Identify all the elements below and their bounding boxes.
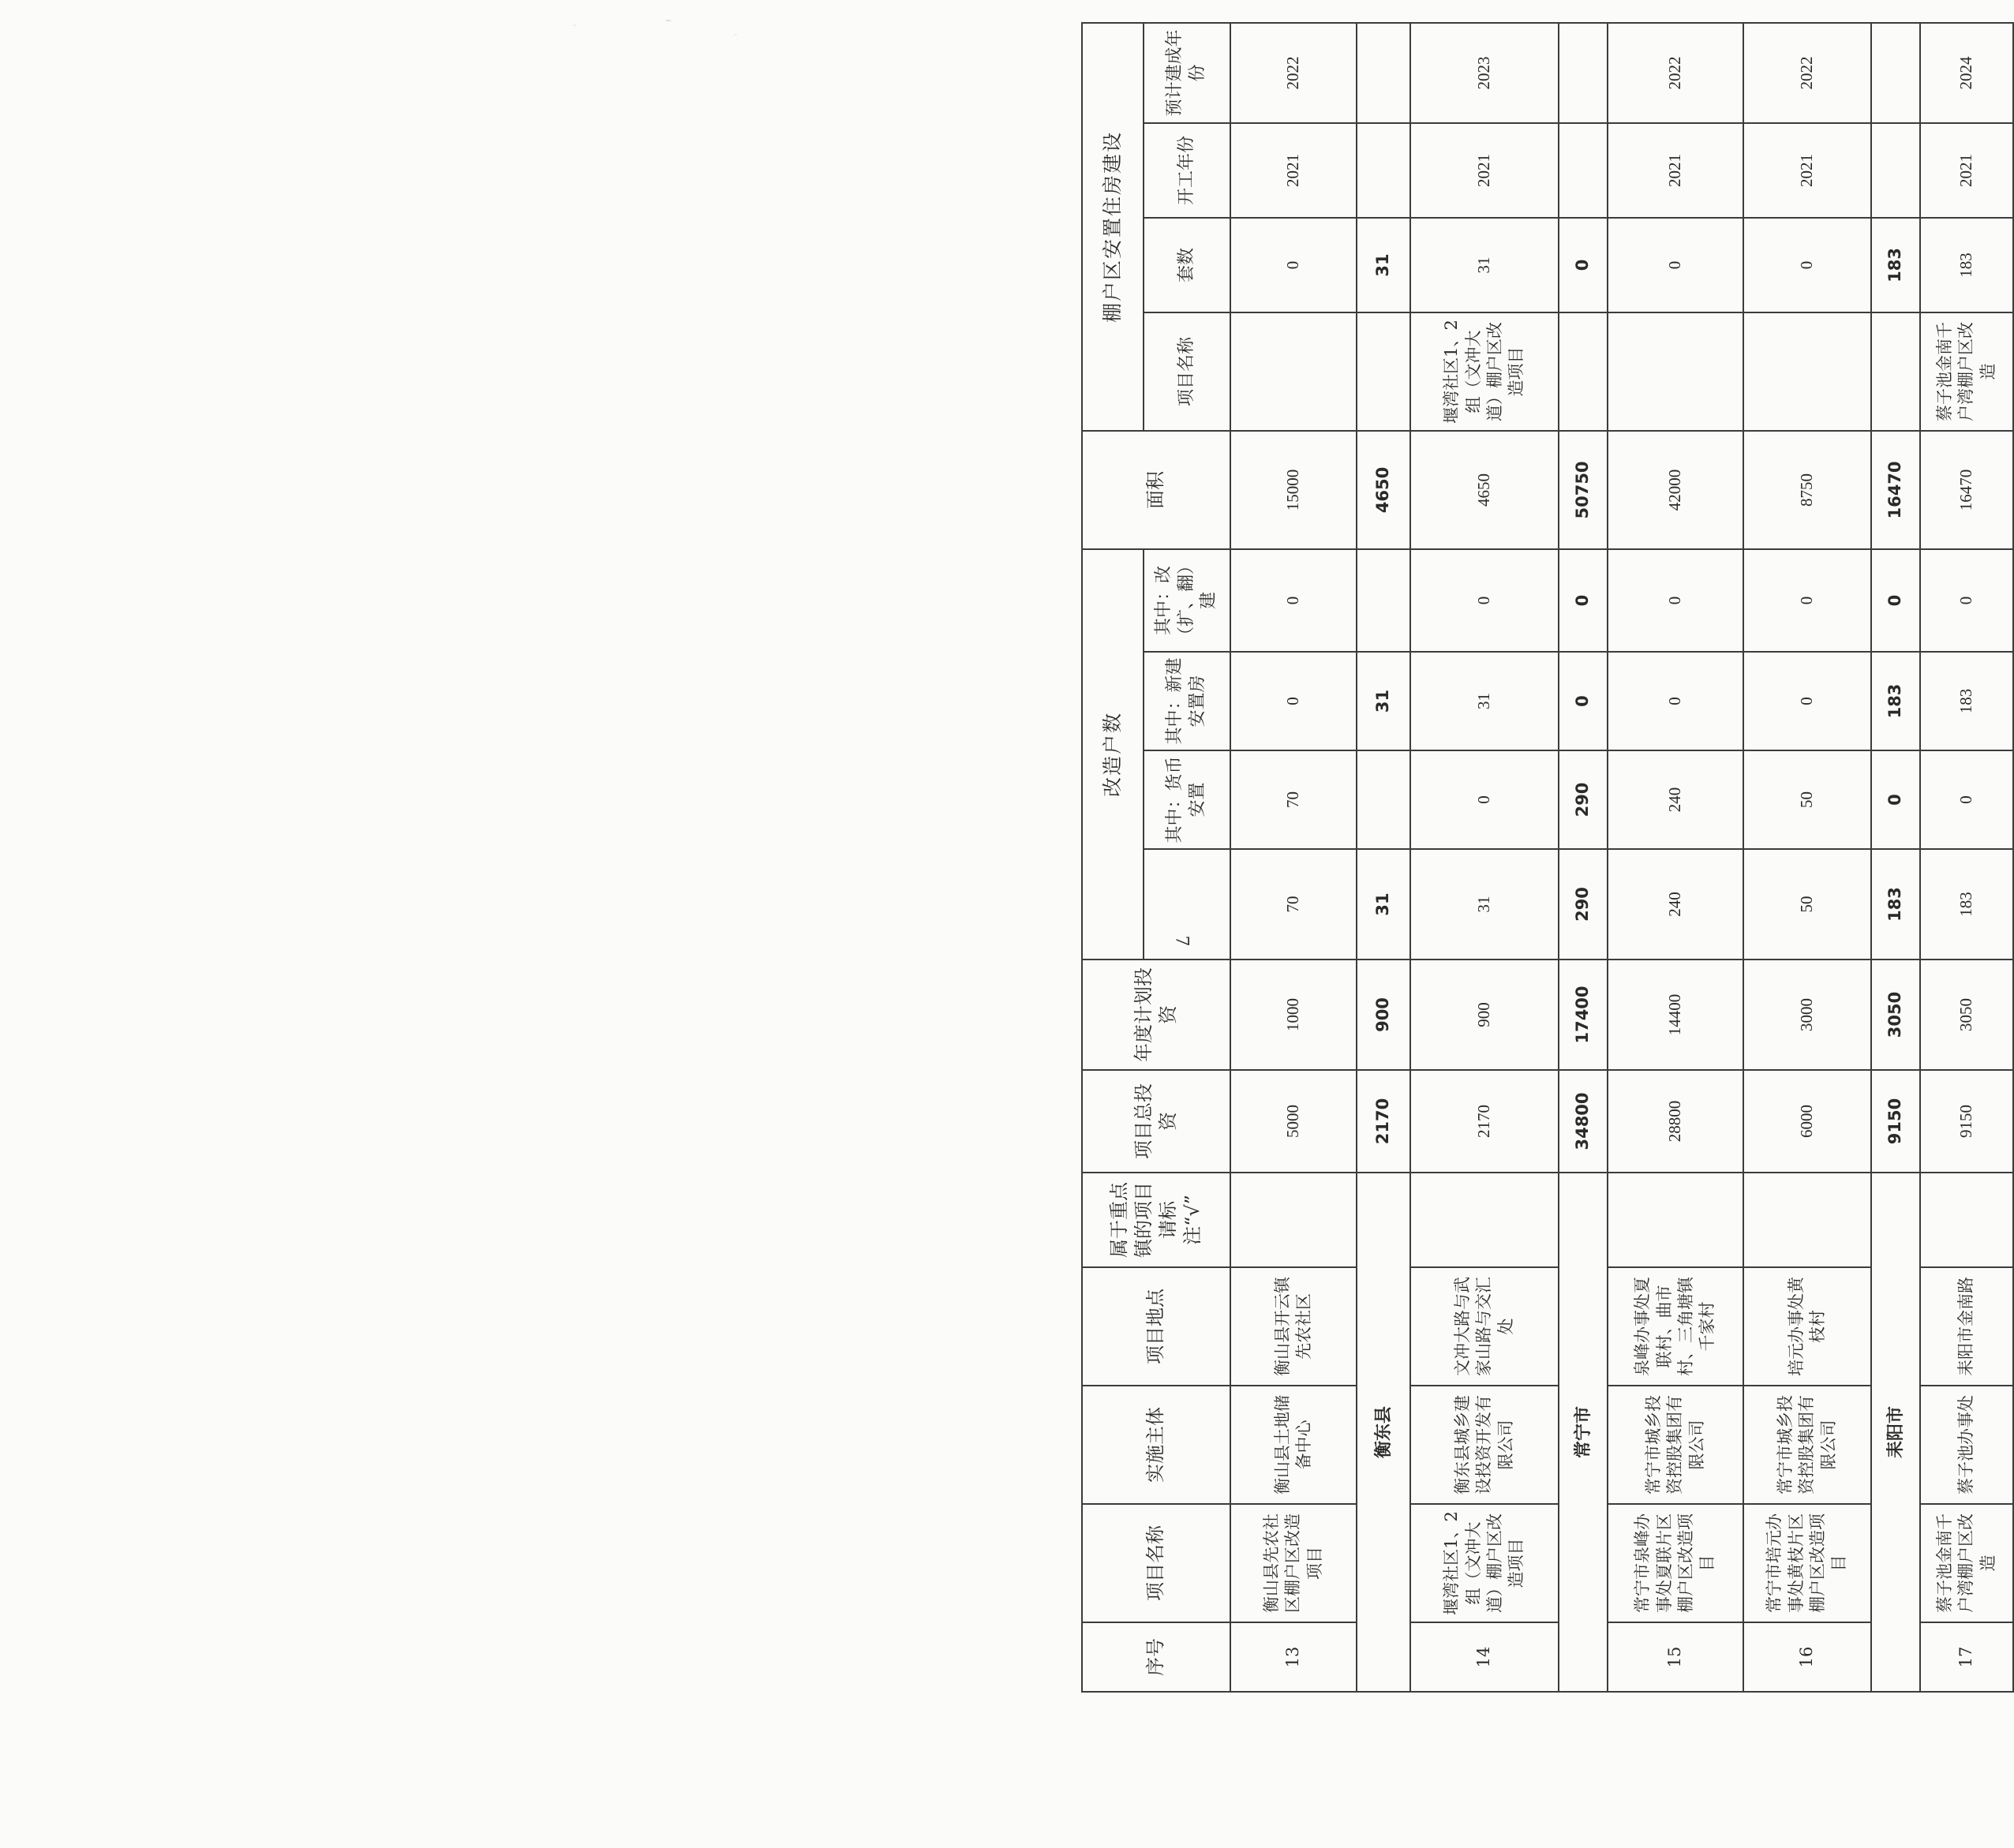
table-row — [1410, 23, 1559, 1692]
cell-key-town — [1920, 1173, 2013, 1267]
cell-start-year — [1559, 123, 1608, 218]
cell-households: 31 — [1357, 849, 1410, 960]
cell-implementer: 衡东县城乡建设投资开发有限公司 — [1410, 1386, 1559, 1504]
cell-res-project-name — [1871, 312, 1920, 431]
cell-implementer: 蔡子池办事处 — [1920, 1386, 2013, 1504]
cell-area: 4650 — [1357, 431, 1410, 549]
cell-project-name: 衡山县先农社区棚户区改造项目 — [1230, 1504, 1357, 1622]
cell-completion-year: 2022 — [1743, 23, 1871, 123]
cell-location: 衡山县开云镇先农社区 — [1230, 1267, 1357, 1386]
cell-households: 183 — [1920, 849, 2013, 960]
cell-total-investment: 5000 — [1230, 1070, 1357, 1173]
cell-currency: 0 — [1871, 750, 1920, 849]
cell-annual-investment: 3050 — [1920, 960, 2013, 1070]
cell-households: 50 — [1743, 849, 1871, 960]
scan-artifact — [521, 6, 789, 54]
header-annual-investment: 年度计划投资 — [1082, 960, 1230, 1070]
header-seq: 序号 — [1082, 1622, 1230, 1692]
cell-key-town — [1410, 1173, 1559, 1267]
cell-households: 240 — [1608, 849, 1743, 960]
cell-res-project-name: 蔡子池金南千户湾棚户区改造 — [1920, 312, 2013, 431]
cell-households: 183 — [1871, 849, 1920, 960]
county-label: 耒阳市 — [1871, 1173, 1920, 1692]
cell-area: 16470 — [1920, 431, 2013, 549]
header-units: 套数 — [1144, 218, 1230, 312]
header-rebuild: 其中：改（扩、翻）建 — [1144, 549, 1230, 652]
header-project-name: 项目名称 — [1082, 1504, 1230, 1622]
cell-seq: 15 — [1608, 1622, 1743, 1692]
cell-area: 42000 — [1608, 431, 1743, 549]
cell-new-build: 0 — [1230, 652, 1357, 750]
cell-total-investment: 6000 — [1743, 1070, 1871, 1173]
county-subtotal-row — [1357, 23, 1410, 1692]
cell-units: 0 — [1230, 218, 1357, 312]
table-row — [1743, 23, 1871, 1692]
cell-key-town — [1743, 1173, 1871, 1267]
cell-new-build: 183 — [1920, 652, 2013, 750]
header-currency: 其中：货币安置 — [1144, 750, 1230, 849]
table-row — [1608, 23, 1743, 1692]
cell-units: 0 — [1608, 218, 1743, 312]
cell-total-investment: 9150 — [1920, 1070, 2013, 1173]
cell-res-project-name — [1559, 312, 1608, 431]
cell-start-year — [1871, 123, 1920, 218]
cell-rebuild: 0 — [1608, 549, 1743, 652]
cell-start-year: 2021 — [1410, 123, 1559, 218]
header-resettlement-group: 棚户区安置住房建设 — [1082, 23, 1144, 431]
cell-project-name: 常宁市泉峰办事处夏联片区棚户区改造项目 — [1608, 1504, 1743, 1622]
header-location: 项目地点 — [1082, 1267, 1230, 1386]
cell-annual-investment: 900 — [1410, 960, 1559, 1070]
cell-area: 4650 — [1410, 431, 1559, 549]
header-area: 面积 — [1082, 431, 1230, 549]
header-key-town: 属于重点镇的项目请标注“√” — [1082, 1173, 1230, 1267]
cell-seq: 13 — [1230, 1622, 1357, 1692]
cell-total-investment: 2170 — [1357, 1070, 1410, 1173]
cell-area: 8750 — [1743, 431, 1871, 549]
cell-units: 31 — [1410, 218, 1559, 312]
cell-location: 泉峰办事处夏联村、曲市村、三角塘镇千家村 — [1608, 1267, 1743, 1386]
cell-project-name: 常宁市培元办事处黄枝片区棚户区改造项目 — [1743, 1504, 1871, 1622]
cell-rebuild: 0 — [1410, 549, 1559, 652]
cell-location: 耒阳市金南路 — [1920, 1267, 2013, 1386]
cell-total-investment: 9150 — [1871, 1070, 1920, 1173]
cell-completion-year: 2022 — [1608, 23, 1743, 123]
cell-completion-year — [1871, 23, 1920, 123]
header-implementer: 实施主体 — [1082, 1386, 1230, 1504]
cell-annual-investment: 3000 — [1743, 960, 1871, 1070]
cell-location: 文冲大路与武家山路与交汇处 — [1410, 1267, 1559, 1386]
cell-start-year: 2021 — [1230, 123, 1357, 218]
cell-implementer: 衡山县土地储备中心 — [1230, 1386, 1357, 1504]
cell-implementer: 常宁市城乡投资控股集团有限公司 — [1743, 1386, 1871, 1504]
cell-annual-investment: 17400 — [1559, 960, 1608, 1070]
cell-units: 183 — [1871, 218, 1920, 312]
cell-new-build: 0 — [1743, 652, 1871, 750]
cell-currency: 50 — [1743, 750, 1871, 849]
header-completion-year: 预计建成年份 — [1144, 23, 1230, 123]
cell-annual-investment: 14400 — [1608, 960, 1743, 1070]
cell-new-build: 0 — [1559, 652, 1608, 750]
header-res-project-name: 项目名称 — [1144, 312, 1230, 431]
header-total-investment: 项目总投资 — [1082, 1070, 1230, 1173]
cell-annual-investment: 900 — [1357, 960, 1410, 1070]
cell-completion-year: 2022 — [1230, 23, 1357, 123]
cell-annual-investment: 3050 — [1871, 960, 1920, 1070]
cell-area: 16470 — [1871, 431, 1920, 549]
header-start-year: 开工年份 — [1144, 123, 1230, 218]
cell-units: 0 — [1559, 218, 1608, 312]
cell-res-project-name — [1743, 312, 1871, 431]
cell-project-name: 蔡子池金南千户湾棚户区改造 — [1920, 1504, 2013, 1622]
cell-households: 290 — [1559, 849, 1608, 960]
cell-start-year: 2021 — [1920, 123, 2013, 218]
cell-total-investment: 28800 — [1608, 1070, 1743, 1173]
cell-currency: 290 — [1559, 750, 1608, 849]
cell-completion-year — [1357, 23, 1410, 123]
county-label: 衡东县 — [1357, 1173, 1410, 1692]
cell-units: 0 — [1743, 218, 1871, 312]
header-renovation-households: 改造户数 — [1082, 549, 1144, 960]
cell-start-year: 2021 — [1608, 123, 1743, 218]
cell-rebuild: 0 — [1920, 549, 2013, 652]
cell-rebuild — [1357, 549, 1410, 652]
county-label: 常宁市 — [1559, 1173, 1608, 1692]
cell-key-town — [1608, 1173, 1743, 1267]
cell-res-project-name — [1608, 312, 1743, 431]
cell-annual-investment: 1000 — [1230, 960, 1357, 1070]
cell-res-project-name — [1230, 312, 1357, 431]
cell-implementer: 常宁市城乡投资控股集团有限公司 — [1608, 1386, 1743, 1504]
county-subtotal-row — [1871, 23, 1920, 1692]
cell-start-year: 2021 — [1743, 123, 1871, 218]
cell-units: 31 — [1357, 218, 1410, 312]
cell-households: 70 — [1230, 849, 1357, 960]
rotated-table-wrapper — [1081, 29, 2012, 1693]
table-row — [1230, 23, 1357, 1692]
cell-households: 31 — [1410, 849, 1559, 960]
cell-completion-year: 2024 — [1920, 23, 2013, 123]
cell-completion-year — [1559, 23, 1608, 123]
header-new-build: 其中：新建安置房 — [1144, 652, 1230, 750]
cell-res-project-name: 堰湾社区1、2组（文冲大道）棚户区改造项目 — [1410, 312, 1559, 431]
cell-location: 培元办事处黄枝村 — [1743, 1267, 1871, 1386]
cell-rebuild: 0 — [1230, 549, 1357, 652]
page-number: 7 — [1171, 935, 1192, 947]
cell-total-investment: 34800 — [1559, 1070, 1608, 1173]
cell-rebuild: 0 — [1559, 549, 1608, 652]
shantytown-renovation-table — [1081, 22, 2014, 1693]
cell-new-build: 0 — [1608, 652, 1743, 750]
cell-start-year — [1357, 123, 1410, 218]
cell-rebuild: 0 — [1871, 549, 1920, 652]
cell-currency: 0 — [1410, 750, 1559, 849]
cell-new-build: 31 — [1410, 652, 1559, 750]
cell-seq: 14 — [1410, 1622, 1559, 1692]
cell-new-build: 31 — [1357, 652, 1410, 750]
cell-rebuild: 0 — [1743, 549, 1871, 652]
cell-units: 183 — [1920, 218, 2013, 312]
cell-total-investment: 2170 — [1410, 1070, 1559, 1173]
cell-area: 50750 — [1559, 431, 1608, 549]
cell-key-town — [1230, 1173, 1357, 1267]
cell-area: 15000 — [1230, 431, 1357, 549]
cell-currency: 70 — [1230, 750, 1357, 849]
cell-seq: 16 — [1743, 1622, 1871, 1692]
header-row-1 — [1082, 23, 1144, 1692]
cell-completion-year: 2023 — [1410, 23, 1559, 123]
cell-res-project-name — [1357, 312, 1410, 431]
table-row — [1920, 23, 2013, 1692]
cell-project-name: 堰湾社区1、2组（文冲大道）棚户区改造项目 — [1410, 1504, 1559, 1622]
county-subtotal-row — [1559, 23, 1608, 1692]
cell-new-build: 183 — [1871, 652, 1920, 750]
cell-seq: 17 — [1920, 1622, 2013, 1692]
cell-currency: 240 — [1608, 750, 1743, 849]
cell-currency — [1357, 750, 1410, 849]
cell-currency: 0 — [1920, 750, 2013, 849]
